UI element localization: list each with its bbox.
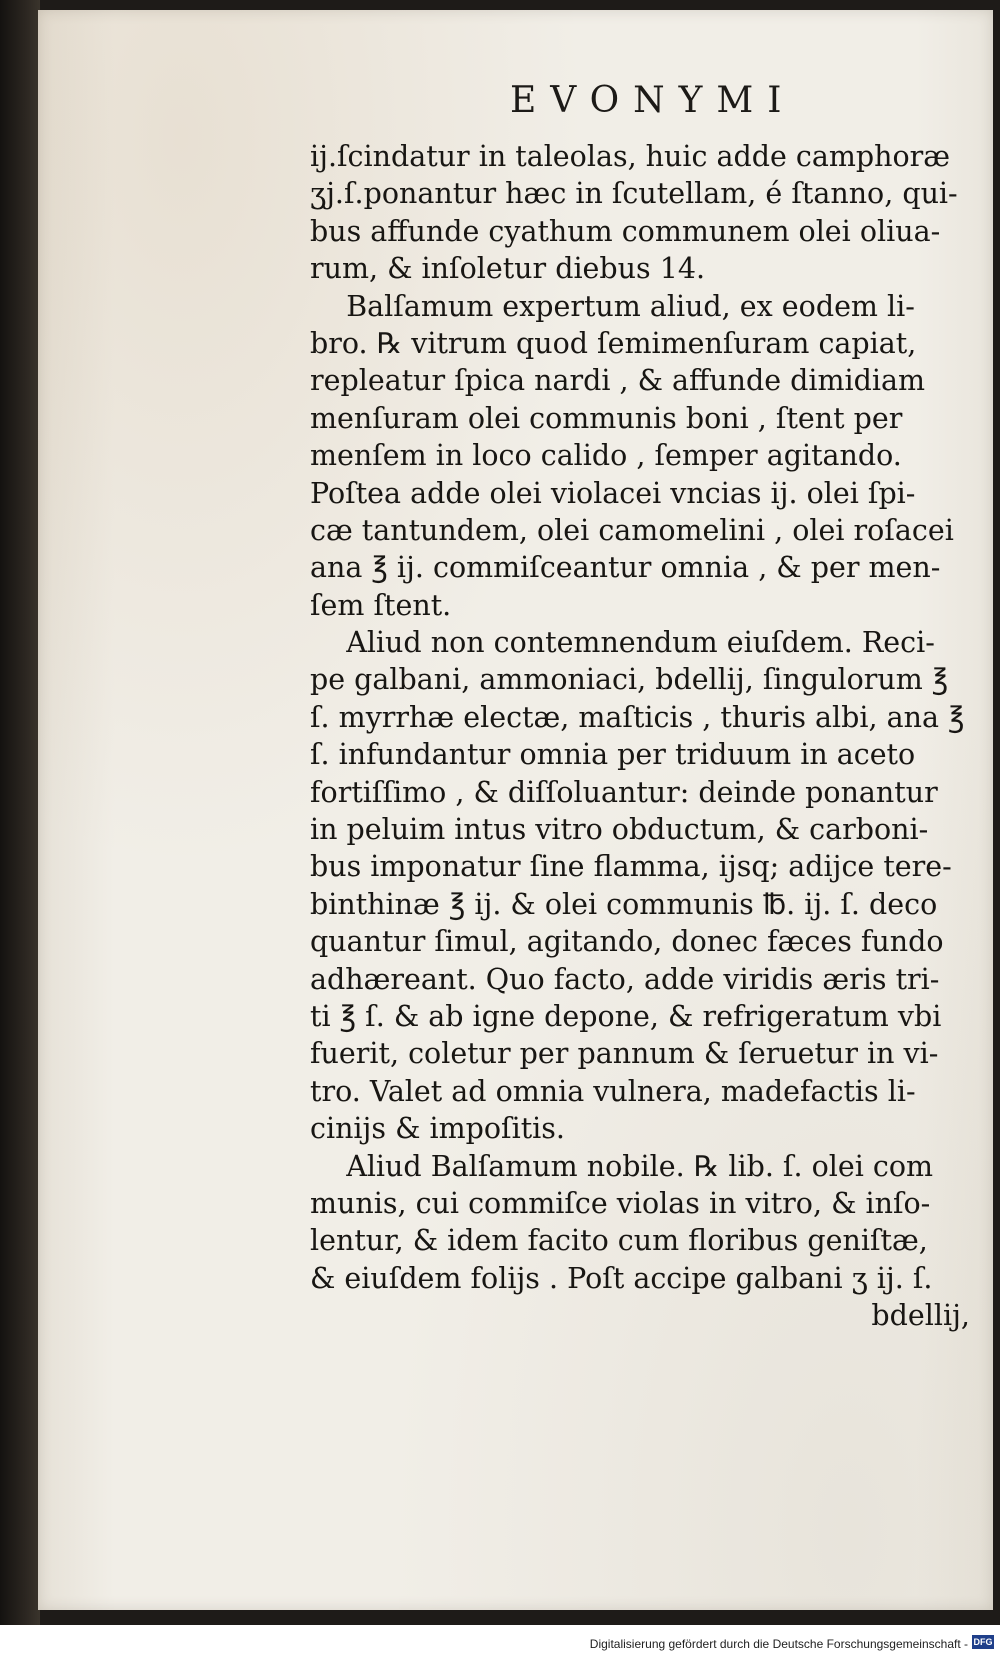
text-line: ti ℥ ſ. & ab igne depone, & refrigeratum vbi xyxy=(310,999,942,1033)
text-line: lentur, & idem facito cum floribus geniſtæ, xyxy=(310,1224,928,1258)
book-spine xyxy=(0,0,40,1625)
body-text xyxy=(310,138,970,1335)
text-line: menſem in loco calido , ſemper agitando. xyxy=(310,439,902,473)
text-line: & eiuſdem folijs . Poſt accipe galbani ʒ ij. ſ. xyxy=(310,1261,933,1295)
text-line: ʒj.ſ.ponantur hæc in ſcutellam, é ſtanno, qui- xyxy=(310,177,958,211)
text-line: tro. Valet ad omnia vulnera, madefactis li- xyxy=(310,1074,916,1108)
text-line: binthinæ ℥ ij. & olei communis ℔. ij. ſ. deco xyxy=(310,887,938,921)
catchword: bdellij, xyxy=(871,1299,970,1333)
digitization-footer xyxy=(0,1625,1000,1663)
text-line: ana ℥ ij. commiſceantur omnia , & per men- xyxy=(310,551,941,585)
text-line: Aliud Balſamum nobile. ℞ lib. ſ. olei com xyxy=(310,1149,934,1183)
text-line: in peluim intus vitro obductum, & carboni- xyxy=(310,813,929,847)
text-line: bus imponatur ſine flamma, ijsq; adijce tere- xyxy=(310,850,952,884)
text-line: rum, & inſoletur diebus 14. xyxy=(310,252,706,286)
text-line: fortiſſimo , & diſſoluantur: deinde ponantur xyxy=(310,775,938,809)
text-line: bus affunde cyathum communem olei oliua- xyxy=(310,214,941,248)
funding-notice: Digitalisierung gefördert durch die Deutsche Forschungsgemeinschaft - xyxy=(589,1637,968,1651)
text-line: ſem ſtent. xyxy=(310,588,452,622)
running-head: EVONYMI xyxy=(510,80,796,121)
text-line: quantur ſimul, agitando, donec fæces fundo xyxy=(310,925,944,959)
text-line: fuerit, coletur per pannum & ſeruetur in vi- xyxy=(310,1037,939,1071)
text-line: munis, cui commiſce violas in vitro, & inſo- xyxy=(310,1186,931,1220)
text-line: ſ. infundantur omnia per triduum in aceto xyxy=(310,738,916,772)
text-line: repleatur ſpica nardi , & affunde dimidiam xyxy=(310,364,926,398)
text-line: ij.ſcindatur in taleolas, huic adde camphoræ xyxy=(310,140,951,173)
text-line: bro. ℞ vitrum quod ſemimenſuram capiat, xyxy=(310,326,917,360)
text-line: Poſtea adde olei violacei vncias ij. olei ſpi- xyxy=(310,476,916,510)
text-line: Aliud non contemnendum eiuſdem. Reci- xyxy=(310,626,935,660)
text-line: ſ. myrrhæ electæ, maſticis , thuris albi, ana ℥ xyxy=(310,700,965,734)
text-line: cinijs & impoſitis. xyxy=(310,1112,565,1146)
text-line: Balſamum expertum aliud, ex eodem li- xyxy=(310,289,915,323)
text-line: adhæreant. Quo facto, adde viridis æris tri- xyxy=(310,962,940,996)
text-line: pe galbani, ammoniaci, bdellij, ſingulorum ℥ xyxy=(310,663,949,697)
text-line: cæ tantundem, olei camomelini , olei roſacei xyxy=(310,513,954,547)
text-line: menſuram olei communis boni , ſtent per xyxy=(310,401,903,435)
dfg-logo-icon: DFG xyxy=(973,1637,993,1647)
